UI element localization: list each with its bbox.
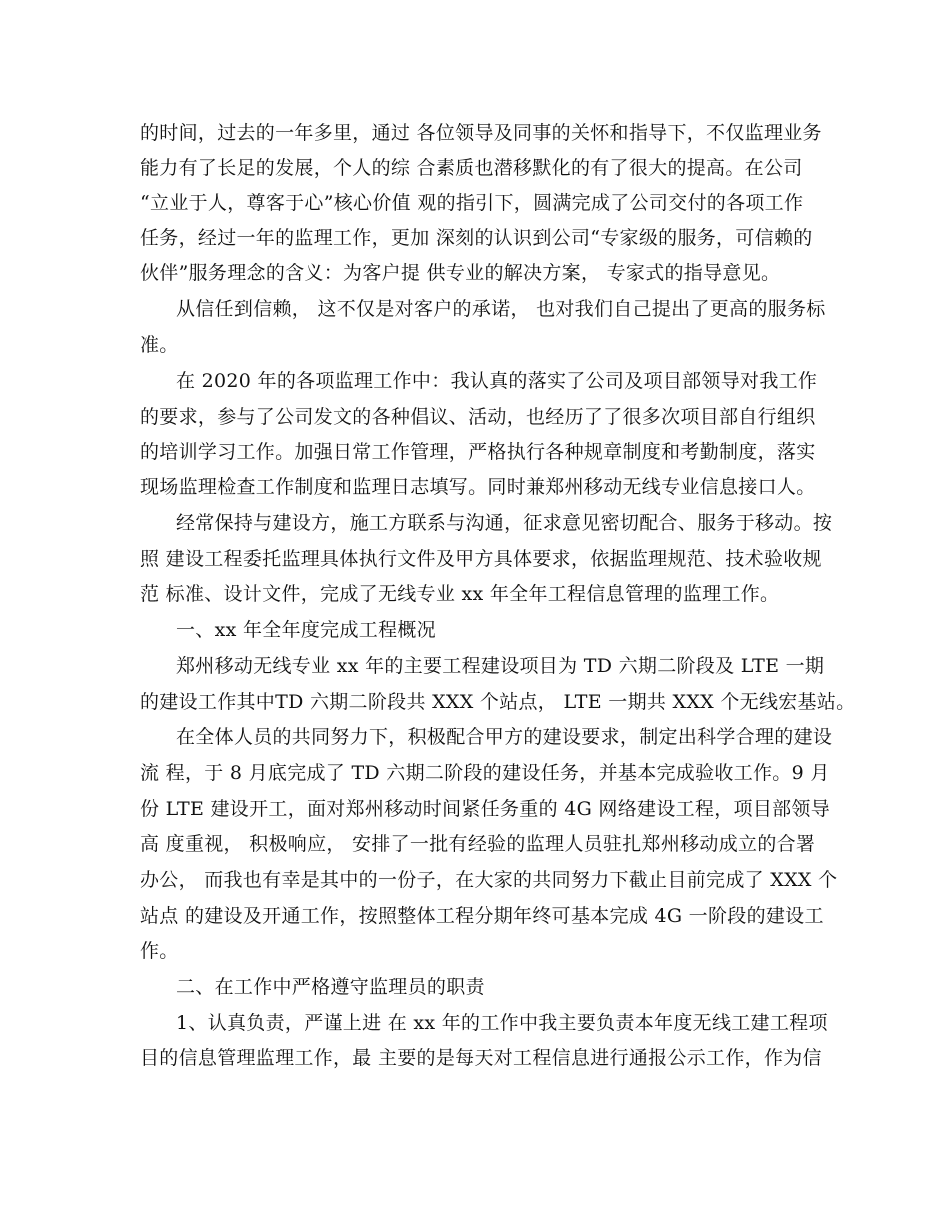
text-line: 范 标准、设计文件，完成了无线专业 xx 年全年工程信息管理的监理工作。 xyxy=(140,583,780,605)
text-line: 照 建设工程委托监理具体执行文件及甲方具体要求，依据监理规范、技术验收规 xyxy=(140,548,822,570)
text-line: 站点 的建设及开通工作，按照整体工程分期年终可基本完成 4G 一阶段的建设工 xyxy=(140,905,824,927)
text-line: 在 2020 年的各项监理工作中：我认真的落实了公司及项目部领导对我工作 xyxy=(176,370,818,392)
text-line: 作。 xyxy=(140,940,179,962)
text-line: 准。 xyxy=(140,334,179,356)
text-line: 高 度重视， 积极响应， 安排了一批有经验的监理人员驻扎郑州移动成立的合署 xyxy=(140,833,816,855)
text-line: 从信任到信赖， 这不仅是对客户的承诺， 也对我们自己提出了更高的服务标 xyxy=(176,298,826,320)
text-line: 办公， 而我也有幸是其中的一份子，在大家的共同努力下截止目前完成了 XXX 个 xyxy=(140,869,838,891)
text-line: 份 LTE 建设开工，面对郑州移动时间紧任务重的 4G 网络建设工程，项目部领导 xyxy=(140,798,831,820)
text-line: 经常保持与建设方，施工方联系与沟通，征求意见密切配合、服务于移动。按 xyxy=(176,512,833,534)
text-line: “立业于人，尊客于心”核心价值 观的指引下，圆满完成了公司交付的各项工作 xyxy=(140,192,804,214)
text-line: 的培训学习工作。加强日常工作管理，严格执行各种规章制度和考勤制度，落实 xyxy=(140,441,816,463)
section-heading: 二、在工作中严格遵守监理员的职责 xyxy=(176,976,485,998)
text-line: 现场监理检查工作制度和监理日志填写。同时兼郑州移动无线专业信息接口人。 xyxy=(140,476,816,498)
text-line: 1、认真负责，严谨上进 在 xx 年的工作中我主要负责本年度无线工建工程项 xyxy=(176,1012,828,1034)
text-line: 目的信息管理监理工作，最 主要的是每天对工程信息进行通报公示工作，作为信 xyxy=(140,1047,822,1069)
text-line: 任务，经过一年的监理工作，更加 深刻的认识到公司“专家级的服务，可信赖的 xyxy=(140,227,813,249)
text-line: 的时间，过去的一年多里，通过 各位领导及同事的关怀和指导下，不仅监理业务 xyxy=(140,122,822,144)
text-line: 伙伴”服务理念的含义：为客户提 供专业的解决方案， 专家式的指导意见。 xyxy=(140,262,781,284)
section-heading: 一、xx 年全年度完成工程概况 xyxy=(176,619,436,641)
text-line: 能力有了长足的发展，个人的综 合素质也潜移默化的有了很大的提高。在公司 xyxy=(140,157,803,179)
text-line: 的建设工作其中TD 六期二阶段共 XXX 个站点， LTE 一期共 XXX 个无线宏基站。 xyxy=(140,691,856,713)
text-line: 在全体人员的共同努力下，积极配合甲方的建设要求，制定出科学合理的建设 xyxy=(176,726,833,748)
text-line: 的要求，参与了公司发文的各种倡议、活动，也经历了了很多次项目部自行组织 xyxy=(140,406,816,428)
text-line: 流 程，于 8 月底完成了 TD 六期二阶段的建设任务，并基本完成验收工作。9 月 xyxy=(140,762,830,784)
text-line: 郑州移动无线专业 xx 年的主要工程建设项目为 TD 六期二阶段及 LTE 一期 xyxy=(176,655,825,677)
